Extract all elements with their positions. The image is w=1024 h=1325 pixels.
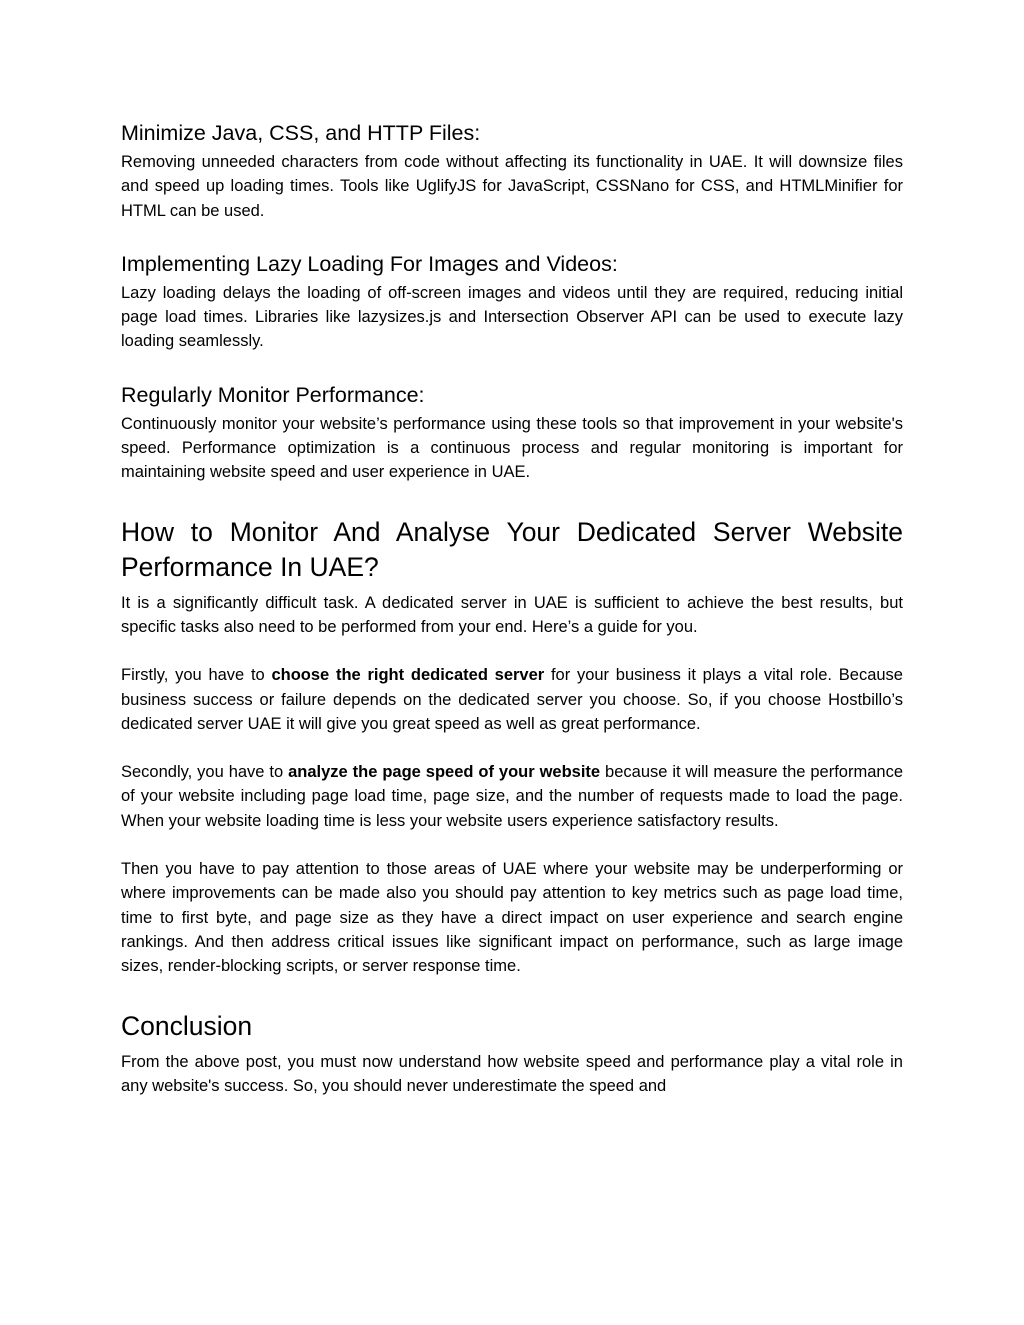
paragraph-minimize: Removing unneeded characters from code without affecting its functionality in UAE. It will downsize files and speed up loading times. Tools like UglifyJS for JavaScript, CSSNano for CSS, and HTMLMinifier for HTML can be used. (121, 153, 903, 220)
bold-analyze-speed: analyze the page speed of your website (288, 763, 601, 782)
paragraph-howto-intro: It is a significantly difficult task. A dedicated server in UAE is sufficient to achieve the best results, but specific tasks also need to be performed from your end. Here’s a guide for you. (121, 593, 903, 636)
heading-minimize: Minimize Java, CSS, and HTTP Files: (121, 121, 481, 145)
heading-lazy-loading: Implementing Lazy Loading For Images and Videos: (121, 251, 618, 276)
text-firstly-before: Firstly, you have to (121, 666, 272, 685)
paragraph-then: Then you have to pay attention to those areas of UAE where your website may be underperforming or where improvements can be made also you should pay attention to key metrics such as page load time, time to first byte, and page size as they have a direct impact on user experience and search engine rankings. And then address critical issues like significant impact on performance, such as large image sizes, render-blocking scripts, or server response time. (121, 860, 903, 976)
text-firstly-after: for your business it plays a vital role. Because business success or failure depends on the dedicated server you choose. So, if you choose Hostbillo’s dedicated server UAE it will give you great speed as well as great performance. (121, 666, 903, 733)
paragraph-monitor-performance: Continuously monitor your website’s performance using these tools so that improvement in your website's speed. Performance optimization is a continuous process and regular monitoring is important for maintaining website speed and user experience in UAE. (121, 414, 903, 482)
heading-monitor-performance: Regularly Monitor Performance: (121, 382, 425, 407)
paragraph-conclusion: From the above post, you must now understand how website speed and performance play a vital role in any website's success. So, you should never underestimate the speed and (121, 1052, 903, 1095)
paragraph-secondly (121, 760, 903, 833)
paragraph-firstly (121, 663, 903, 736)
text-secondly-before: Secondly, you have to (121, 763, 289, 782)
heading-conclusion: Conclusion (121, 1010, 253, 1041)
text-secondly-after: because it will measure the performance of your website including page load time, page size, and the number of requests made to load the page. When your website loading time is less your website users experience satisfactory results. (121, 763, 903, 830)
paragraph-lazy-loading: Lazy loading delays the loading of off-screen images and videos until they are required, reducing initial page load times. Libraries like lazysizes.js and Intersection Observer API can be used to execute lazy loading seamlessly. (121, 283, 903, 351)
heading-how-to-monitor: How to Monitor And Analyse Your Dedicated Server Website Performance In UAE? (121, 516, 903, 582)
document-page (121, 118, 903, 1098)
bold-choose-server: choose the right dedicated server (271, 666, 545, 685)
